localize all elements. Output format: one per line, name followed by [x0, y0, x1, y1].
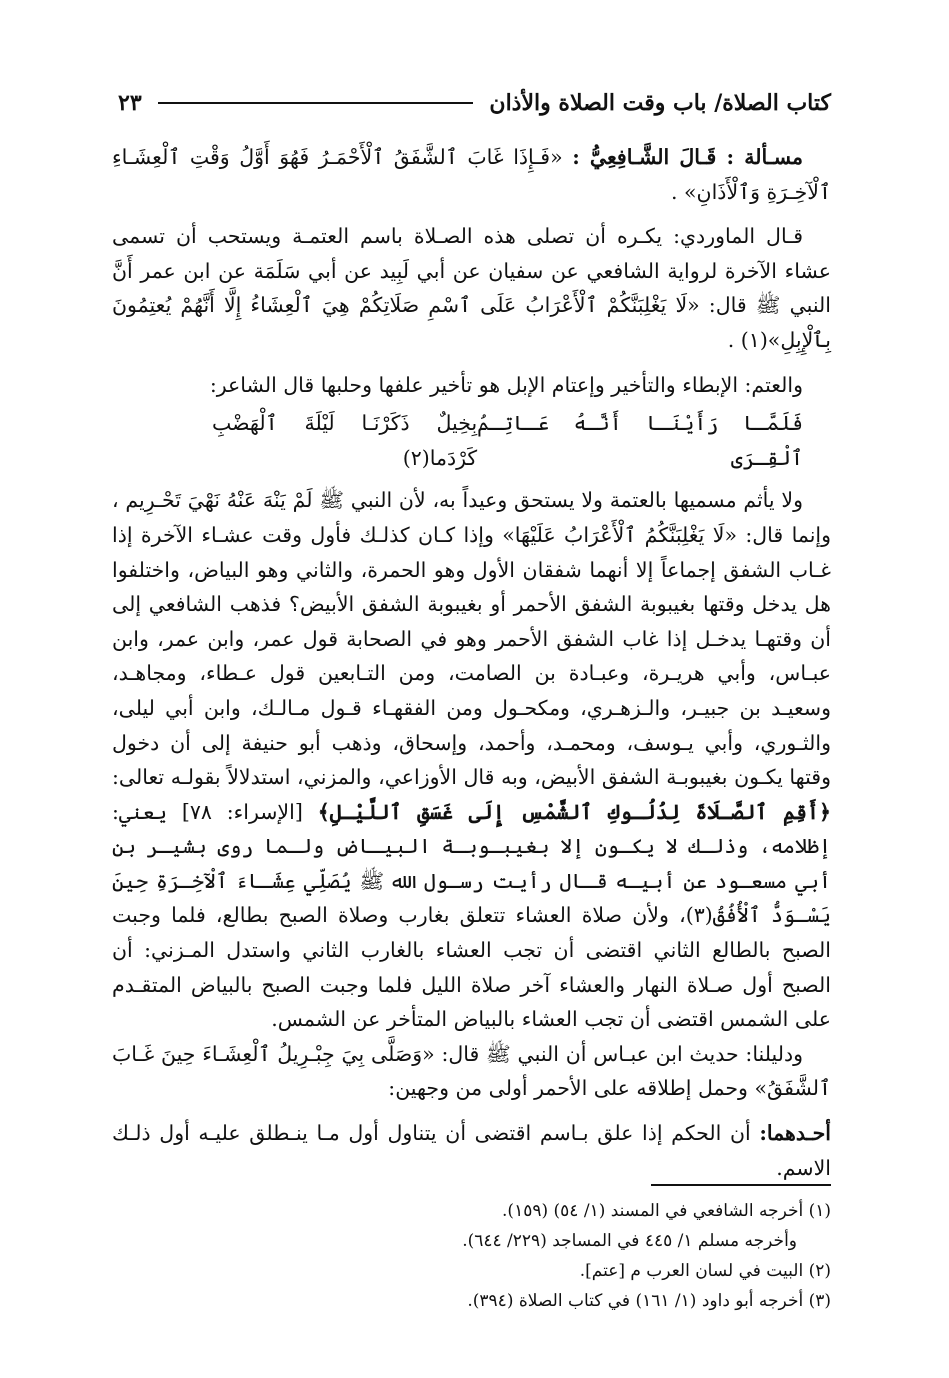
masala-text: «فَـإِذَا غَابَ ٱلشَّفَقُ ٱلْأَحْمَـرُ فَهُوَ أَوَّلُ وَقْتِ ٱلْعِشَـاءِ ٱلْآخِـرَةِ وَٱلْأَذَانِ» . — [112, 145, 831, 204]
quran-verse: ﴿أَقِمِ ٱلصَّـلَاةَ لِدُلُـوكِ ٱلشَّمْسِ إِلَى غَسَقِ ٱللَّيْـلِ﴾ — [317, 799, 831, 824]
paragraph-first-reason — [112, 1116, 831, 1185]
verse-first-hemistich: فَلَمَّـا رَأَيْنَـا أَنَّـهُ عَـاتِـمُ ٱلْقِـرَى — [477, 411, 803, 470]
footnote-3: (٣) أخرجه أبو داود (١/ ١٦١) في كتاب الصلاة (٣٩٤). — [467, 1291, 831, 1311]
main-text — [112, 140, 831, 1185]
footnote-1: (١) أخرجه الشافعي في المسند (١/ ٥٤) (١٥٩). — [502, 1201, 831, 1221]
discussion-text-b: [الإسراء: ٧٨] يعني: إظلامه، وذلـك لا يكـون إلا بغيبـوبـة البيـاض ولـما روى بشيـر بن أبي مسعـود عن أبيـه قـال رأيت رسـول الله ﷺ يُصَلِّي عِشَـاءَ ٱلْآخِـرَةِ حِينَ يَسْـوَدُّ ٱلْأُفُقُ(٣)، ولأن صلاة العشاء تتعلق بغارب وصلاة الصبح بطالع، فلما وجبت الصبح بالطالع الثاني اقتضى أن تجب العشاء بالغارب الثاني واستدل المـزني: أن الصبح أول صـلاة النهار والعشاء آخر صلاة الليل فلما وجبت الصبح بالبياض المتقـدم على الشمس اقتضى أن تجب العشاء بالبياض المتأخر عن الشمس. — [112, 799, 832, 1032]
footnote-rule — [651, 1184, 831, 1186]
discussion-text-a: ولا يأثم مسميها بالعتمة ولا يستحق وعيداً به، لأن النبي ﷺ لَمْ يَنْهَ عَنْهُ نَهْيَ تَحْـرِيم ، وإنما قال: «لَا يَغْلِبَنَّكُمُ ٱلْأَعْرَابُ عَلَيْهَا» وإذا كـان كذلـك فأول وقت عشـاء الآخرة إذا غـاب الشفق إجماعاً إلا أنهما شفقان الأول وهو الحمرة، والثاني وهو البياض، واختلفوا هل يدخل وقتها بغيبوبة الشفق الأحمر أو بغيبوبة الشفق الأبيض؟ فذهب الشافعي إلى أن وقتهـا يدخـل إذا غاب الشفق الأحمر وهو في الصحابة قول عمر، وابن عمر، وابن عبـاس، وأبي هريـرة، وعبـادة بن الصامت، ومن التـابعين قول عـطاء، ومجاهـد، وسعيـد بن جبيـر، والـزهـري، ومكحـول ومن الفقهـاء قـول مـالـك، وابن أبي ليلى، والثـوري، وأبي يـوسف، ومحمـد، وأحمد، وإسحاق، وذهب أبو حنيفة إلى أن دخول وقتها يكـون بغيبوبـة الشفق الأبيض، وبه قال الأوزاعي، والمزني، استدلالاً بقولـه تعالى: — [112, 488, 831, 790]
footnotes — [118, 1196, 831, 1316]
footnote-1-continued: وأخرجه مسلم ١/ ٤٤٥ في المساجد (٢٢٩/ ٦٤٤). — [462, 1231, 797, 1251]
verse-second-hemistich: بِخِيلٌ ذَكَرْنَـا لَيْلَةَ ٱلْهَضْبِ كَرْدَما(٢) — [212, 411, 478, 470]
masala-label: مسـألة : قَـالَ الشَّـافِعِيُّ : — [572, 145, 803, 169]
first-reason-text: أن الحكم إذا علق بـاسم اقتضى أن يتناول أول مـا ينـطلق عليـه أول ذلـك الاسم. — [112, 1121, 831, 1180]
running-header — [118, 86, 831, 120]
first-reason-label: أحـدهما: — [759, 1121, 831, 1146]
paragraph-mawardi: قـال الماوردي: يكـره أن تصلى هذه الصـلاة باسم العتمـة ويستحب أن تسمى عشاء الآخرة لرواية الشافعي عن سفيان عن أبي لَبِيد عن أبي سَلَمَة عن ابن عمر أَنَّ النبي ﷺ قال: «لَا يَغْلِبَنَّكُمْ ٱلْأَعْرَابُ عَلَى ٱسْمِ صَلَاتِكُمْ هِيَ ٱلْعِشَاءُ إِلَّا أَنَّهُمْ يُعتِمُونَ بِٱلْإِبِلِ»(١) . — [112, 224, 831, 352]
paragraph-masala — [112, 140, 831, 209]
paragraph-atm: والعتم: الإبطاء والتأخير وإعتام الإبل هو تأخير علفها وحلبها قال الشاعر: — [209, 372, 803, 397]
poetry-verse — [112, 406, 831, 475]
paragraph-evidence: ودليلنا: حديث ابن عبـاس أن النبي ﷺ قال: «وَصَلَّى بِيَ جِبْـرِيلُ ٱلْعِشَـاءَ حِينَ غَـابَ ٱلشَّفَقُ» وحمل إطلاقه على الأحمر أولى من وجهين: — [112, 1041, 831, 1101]
paragraph-discussion — [112, 483, 831, 1037]
header-rule — [158, 102, 474, 104]
header-title: كتاب الصلاة/ باب وقت الصلاة والأذان — [489, 90, 831, 116]
page-number: ٢٣ — [118, 90, 142, 116]
footnote-2: (٢) البيت في لسان العرب م [عتم]. — [579, 1261, 831, 1281]
